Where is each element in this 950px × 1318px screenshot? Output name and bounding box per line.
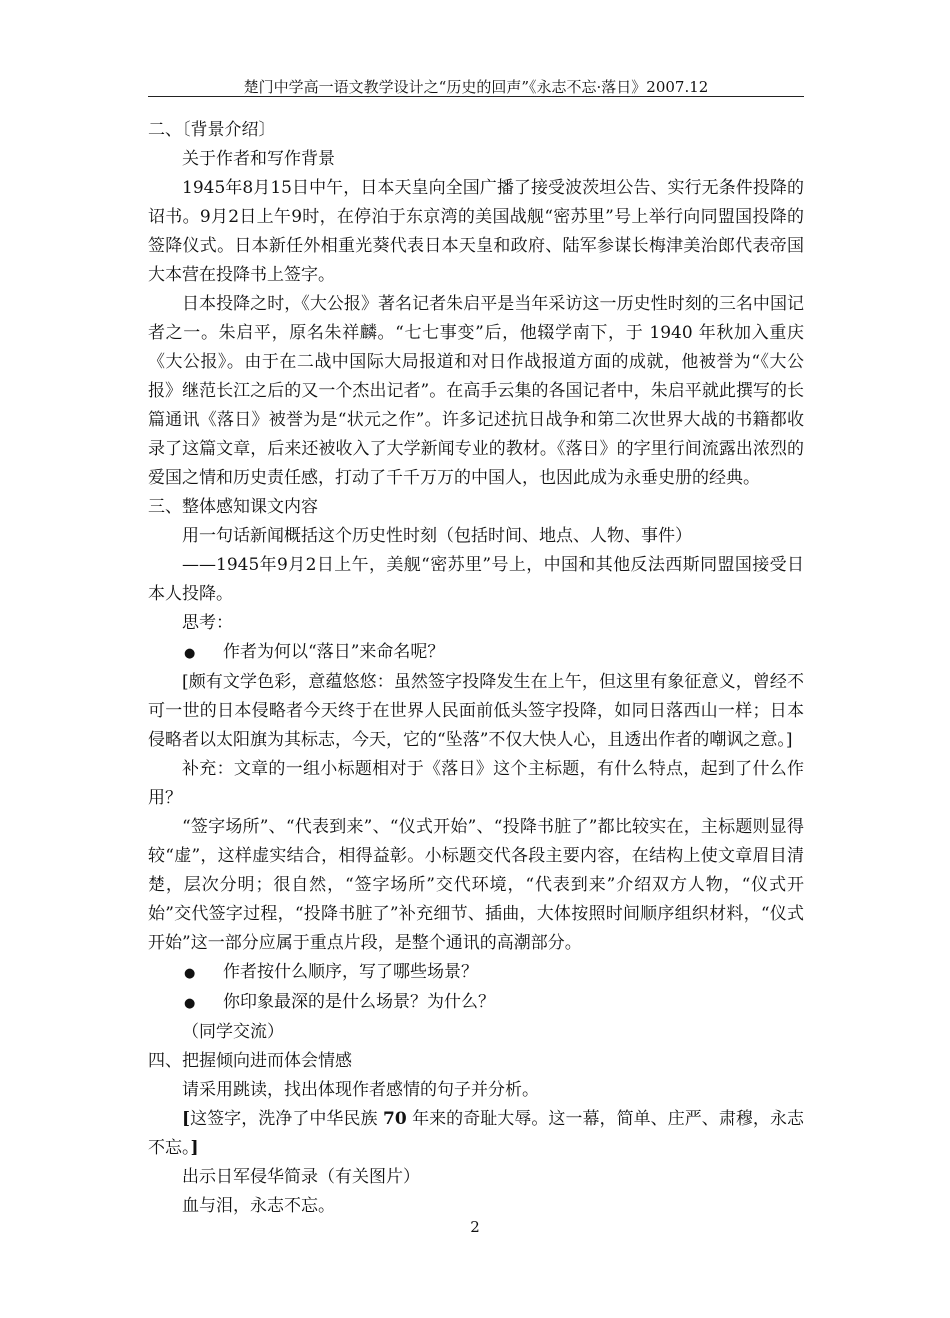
section-heading-emotion: 四、把握倾向进而体会情感 bbox=[148, 1051, 352, 1071]
quote-bracket-open: [ bbox=[182, 1109, 191, 1129]
prompt-summary: 用一句话新闻概括这个历史性时刻（包括时间、地点、人物、事件） bbox=[182, 526, 692, 546]
paragraph-surrender: 1945年8月15日中午，日本天皇向全国广播了接受波茨坦公告、实行无条件投降的诏书。9月2日上午9时，在停泊于东京湾的美国战舰“密苏里”号上举行向同盟国投降的签降仪式。日本新任外相重光葵代表日本天皇和政府、陆军参谋长梅津美治郎代表帝国大本营在投降书上签字。 bbox=[148, 178, 804, 285]
bullet-icon: ● bbox=[184, 996, 196, 1011]
section-heading-overall: 三、整体感知课文内容 bbox=[148, 497, 318, 517]
question-text: 你印象最深的是什么场景？为什么？ bbox=[223, 992, 495, 1012]
question-text: 作者为何以“落日”来命名呢？ bbox=[223, 642, 445, 662]
bullet-icon: ● bbox=[184, 646, 196, 661]
quote-number: 70 bbox=[382, 1109, 407, 1129]
quote-text-post: 年来的奇耻大辱。这一幕，简单、庄严、肃穆，永志不忘。 bbox=[148, 1109, 804, 1158]
bullet-icon: ● bbox=[184, 966, 196, 981]
question-item bbox=[148, 988, 804, 1018]
document-body bbox=[148, 116, 804, 1221]
page-number: 2 bbox=[470, 1218, 480, 1236]
quote-text-pre: 这签字，洗净了中华民族 bbox=[190, 1109, 383, 1129]
subheading-author-background: 关于作者和写作背景 bbox=[182, 149, 335, 169]
supplement-question: 补充：文章的一组小标题相对于《落日》这个主标题，有什么特点，起到了什么作用？ bbox=[148, 759, 804, 808]
header-divider bbox=[148, 96, 804, 97]
page-header: 楚门中学高一语文教学设计之“历史的回声”《永志不忘·落日》2007.12 bbox=[243, 78, 709, 96]
emotion-quote bbox=[148, 1105, 804, 1163]
section-heading-background: 二、〔背景介绍〕 bbox=[148, 120, 276, 140]
answer-summary: ——1945年9月2日上午，美舰“密苏里”号上，中国和其他反法西斯同盟国接受日本人投降。 bbox=[148, 555, 804, 604]
answer-title-meaning: [颇有文学色彩，意蕴悠悠：虽然签字投降发生在上午，但这里有象征意义，曾经不可一世的日本侵略者今天终于在世界人民面前低头签字投降，如同日落西山一样；日本侵略者以太阳旗为其标志，今天，它的“坠落”不仅大快人心，且透出作者的嘲讽之意。] bbox=[148, 672, 804, 750]
question-item bbox=[148, 958, 804, 988]
student-exchange-note: （同学交流） bbox=[182, 1022, 284, 1042]
question-text: 作者按什么顺序，写了哪些场景？ bbox=[223, 962, 478, 982]
question-item bbox=[148, 638, 804, 668]
reading-instruction: 请采用跳读，找出体现作者感情的句子并分析。 bbox=[182, 1080, 539, 1100]
paragraph-journalist: 日本投降之时，《大公报》著名记者朱启平是当年采访这一历史性时刻的三名中国记者之一。朱启平，原名朱祥麟。“七七事变”后，他辍学南下，于 1940 年秋加入重庆《大公报》。由于在二战中国际大局报道和对日作战报道方面的成就，他被誉为“《大公报》继范长江之后的又一个杰出记者”。在高手云集的各国记者中，朱启平就此撰写的长篇通讯《落日》被誉为是“状元之作”。许多记述抗日战争和第二次世界大战的书籍都收录了这篇文章，后来还被收入了大学新闻专业的教材。《落日》的字里行间流露出浓烈的爱国之情和历史责任感，打动了千千万万的中国人，也因此成为永垂史册的经典。 bbox=[148, 294, 804, 488]
supplement-answer: “签字场所”、“代表到来”、“仪式开始”、“投降书脏了”都比较实在，主标题则显得较“虚”，这样虚实结合，相得益彰。小标题交代各段主要内容，在结构上使文章眉目清楚，层次分明；很自然，“签字场所”交代环境，“代表到来”介绍双方人物，“仪式开始”交代签字过程，“投降书脏了”补充细节、插曲，大体按照时间顺序组织材料，“仪式开始”这一部分应属于重点片段，是整个通讯的高潮部分。 bbox=[148, 817, 804, 953]
think-label: 思考： bbox=[182, 613, 233, 633]
closing-line: 血与泪，永志不忘。 bbox=[182, 1196, 335, 1216]
show-materials-note: 出示日军侵华简录（有关图片） bbox=[182, 1167, 420, 1187]
quote-bracket-close: ] bbox=[190, 1138, 199, 1158]
